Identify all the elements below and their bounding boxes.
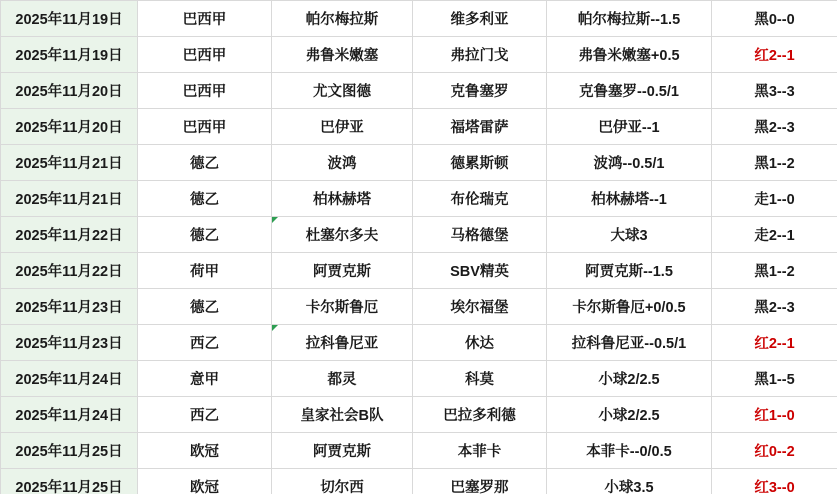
table-row: [1, 181, 837, 217]
cell-pick: 拉科鲁尼亚--0.5/1: [547, 325, 712, 361]
cell-result: [712, 253, 837, 289]
cell-pick: 阿贾克斯--1.5: [547, 253, 712, 289]
cell-result: [712, 181, 837, 217]
cell-away-team: 巴塞罗那: [413, 469, 547, 494]
cell-date: 2025年11月22日: [1, 217, 138, 253]
cell-result: [712, 1, 837, 37]
cell-home-team: 拉科鲁尼亚: [272, 325, 413, 361]
cell-league: 德乙: [138, 145, 272, 181]
cell-pick: 克鲁塞罗--0.5/1: [547, 73, 712, 109]
cell-pick: 巴伊亚--1: [547, 109, 712, 145]
result-badge: 走2--1: [754, 228, 795, 244]
result-badge: 红2--1: [754, 336, 795, 352]
result-badge: 红0--2: [754, 444, 795, 460]
result-badge: 黑1--5: [754, 372, 795, 388]
cell-league: 意甲: [138, 361, 272, 397]
cell-date: 2025年11月25日: [1, 433, 138, 469]
table-row: [1, 73, 837, 109]
result-badge: 红3--0: [754, 480, 795, 494]
cell-result: [712, 325, 837, 361]
cell-home-team: 都灵: [272, 361, 413, 397]
cell-away-team: 德累斯顿: [413, 145, 547, 181]
cell-home-team: 皇家社会B队: [272, 397, 413, 433]
cell-away-team: SBV精英: [413, 253, 547, 289]
cell-league: 巴西甲: [138, 37, 272, 73]
cell-away-team: 弗拉门戈: [413, 37, 547, 73]
cell-pick: 本菲卡--0/0.5: [547, 433, 712, 469]
cell-date: 2025年11月24日: [1, 397, 138, 433]
cell-away-team: 科莫: [413, 361, 547, 397]
table-row: [1, 469, 837, 494]
cell-pick: 卡尔斯鲁厄+0/0.5: [547, 289, 712, 325]
result-badge: 黑1--2: [754, 264, 795, 280]
cell-date: 2025年11月23日: [1, 325, 138, 361]
cell-date: 2025年11月21日: [1, 145, 138, 181]
cell-result: [712, 289, 837, 325]
cell-date: 2025年11月22日: [1, 253, 138, 289]
cell-home-team: 柏林赫塔: [272, 181, 413, 217]
cell-pick: 帕尔梅拉斯--1.5: [547, 1, 712, 37]
cell-date: 2025年11月19日: [1, 37, 138, 73]
cell-result: [712, 109, 837, 145]
cell-home-team: 巴伊亚: [272, 109, 413, 145]
result-badge: 黑0--0: [754, 12, 795, 28]
cell-home-team: 弗鲁米嫩塞: [272, 37, 413, 73]
cell-pick: 弗鲁米嫩塞+0.5: [547, 37, 712, 73]
cell-league: 德乙: [138, 217, 272, 253]
result-badge: 红2--1: [754, 48, 795, 64]
table-body: [1, 1, 837, 494]
cell-away-team: 布伦瑞克: [413, 181, 547, 217]
table-row: [1, 289, 837, 325]
cell-home-team: 卡尔斯鲁厄: [272, 289, 413, 325]
cell-result: [712, 469, 837, 494]
cell-away-team: 马格德堡: [413, 217, 547, 253]
cell-date: 2025年11月21日: [1, 181, 138, 217]
cell-league: 巴西甲: [138, 109, 272, 145]
cell-date: 2025年11月23日: [1, 289, 138, 325]
cell-league: 西乙: [138, 397, 272, 433]
cell-result: [712, 37, 837, 73]
cell-pick: 小球2/2.5: [547, 397, 712, 433]
cell-result: [712, 73, 837, 109]
result-badge: 黑3--3: [754, 84, 795, 100]
cell-home-team: 切尔西: [272, 469, 413, 494]
cell-date: 2025年11月20日: [1, 109, 138, 145]
cell-home-team: 尤文图德: [272, 73, 413, 109]
cell-away-team: 休达: [413, 325, 547, 361]
cell-date: 2025年11月24日: [1, 361, 138, 397]
cell-home-team: 杜塞尔多夫: [272, 217, 413, 253]
cell-away-team: 福塔雷萨: [413, 109, 547, 145]
result-badge: 黑1--2: [754, 156, 795, 172]
result-badge: 走1--0: [754, 192, 795, 208]
cell-home-team: 帕尔梅拉斯: [272, 1, 413, 37]
table-row: [1, 397, 837, 433]
cell-pick: 波鸿--0.5/1: [547, 145, 712, 181]
cell-result: [712, 397, 837, 433]
cell-away-team: 克鲁塞罗: [413, 73, 547, 109]
cell-away-team: 本菲卡: [413, 433, 547, 469]
cell-league: 德乙: [138, 289, 272, 325]
cell-pick: 柏林赫塔--1: [547, 181, 712, 217]
table-row: [1, 325, 837, 361]
table-row: [1, 109, 837, 145]
cell-home-team: 波鸿: [272, 145, 413, 181]
table-row: [1, 217, 837, 253]
cell-result: [712, 361, 837, 397]
result-badge: 黑2--3: [754, 120, 795, 136]
cell-result: [712, 145, 837, 181]
cell-league: 西乙: [138, 325, 272, 361]
result-badge: 黑2--3: [754, 300, 795, 316]
table-row: [1, 253, 837, 289]
cell-home-team: 阿贾克斯: [272, 433, 413, 469]
table-row: [1, 361, 837, 397]
cell-league: 荷甲: [138, 253, 272, 289]
cell-league: 欧冠: [138, 433, 272, 469]
cell-pick: 小球2/2.5: [547, 361, 712, 397]
result-badge: 红1--0: [754, 408, 795, 424]
cell-away-team: 维多利亚: [413, 1, 547, 37]
cell-league: 德乙: [138, 181, 272, 217]
cell-result: [712, 433, 837, 469]
cell-league: 巴西甲: [138, 73, 272, 109]
cell-result: [712, 217, 837, 253]
cell-pick: 大球3: [547, 217, 712, 253]
table-row: [1, 433, 837, 469]
cell-away-team: 巴拉多利德: [413, 397, 547, 433]
cell-league: 欧冠: [138, 469, 272, 494]
cell-date: 2025年11月20日: [1, 73, 138, 109]
cell-home-team: 阿贾克斯: [272, 253, 413, 289]
cell-date: 2025年11月19日: [1, 1, 138, 37]
table-row: [1, 37, 837, 73]
table-row: [1, 1, 837, 37]
table-row: [1, 145, 837, 181]
cell-pick: 小球3.5: [547, 469, 712, 494]
cell-league: 巴西甲: [138, 1, 272, 37]
cell-away-team: 埃尔福堡: [413, 289, 547, 325]
cell-date: 2025年11月25日: [1, 469, 138, 494]
